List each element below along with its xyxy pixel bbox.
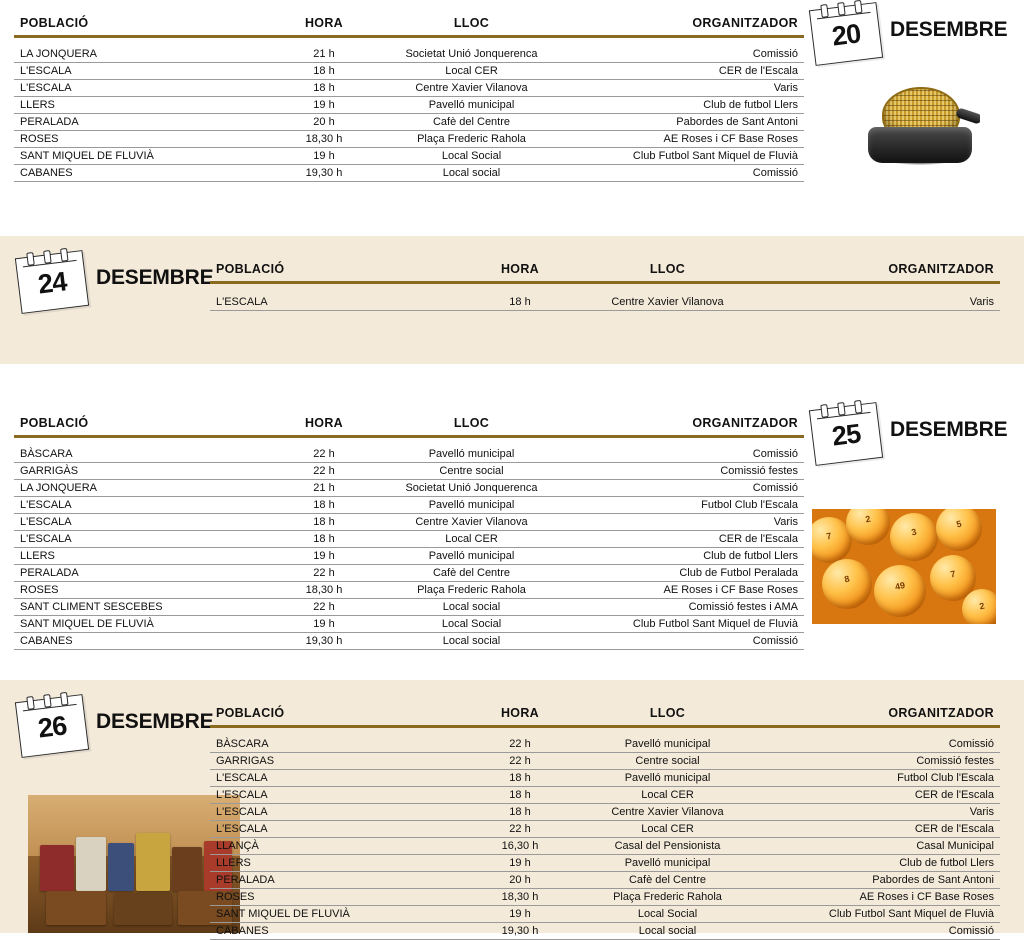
table-row [14,165,804,182]
table-cell-organitzador: Varis [755,294,1000,311]
lottery-ball [846,509,890,545]
table-row [14,616,804,633]
header-rule [14,435,804,438]
table-row [14,582,804,599]
table-cell-organitzador: Club de futbol Llers [559,548,804,565]
table-cell-hora: 18 h [264,531,384,548]
table-cell-lloc: Local CER [580,821,755,838]
lottery-ball [874,565,926,617]
lottery-ball [936,509,982,551]
table-header-row [14,416,804,435]
table-row [14,148,804,165]
table-row [210,872,1000,889]
table-cell-lloc: Local Social [384,616,559,633]
table-cell-poblacio: PERALADA [14,114,264,131]
table-cell-organitzador: AE Roses i CF Base Roses [559,131,804,148]
drum-base [868,127,972,163]
lottery-ball [890,513,938,561]
table-cell-organitzador: Varis [559,514,804,531]
gift-basket [114,893,172,925]
calendar-leaf-20 [812,6,1024,62]
lottery-ball-number: 7 [825,530,833,542]
table-wrapper-24 [210,262,1000,311]
table-cell-organitzador: Comissió [559,480,804,497]
table-cell-hora: 19,30 h [264,633,384,650]
table-header-row [210,262,1000,281]
table-row [210,855,1000,872]
table-body-20 [14,46,804,182]
table-cell-organitzador: Casal Municipal [755,838,1000,855]
table-cell-poblacio: ROSES [14,582,264,599]
lottery-ball-number: 2 [864,513,872,525]
table-body-26 [210,736,1000,940]
table-cell-hora: 19,30 h [264,165,384,182]
table-cell-organitzador: Club de Futbol Peralada [559,565,804,582]
table-cell-organitzador: AE Roses i CF Base Roses [755,889,1000,906]
table-row [210,838,1000,855]
table-cell-organitzador: Futbol Club l'Escala [755,770,1000,787]
table-cell-poblacio: SANT MIQUEL DE FLUVIÀ [210,906,460,923]
table-row [14,97,804,114]
table-row [14,548,804,565]
col-header-hora: HORA [304,16,343,30]
table-cell-poblacio: GARRIGÀS [14,463,264,480]
table-cell-poblacio: L'ESCALA [210,804,460,821]
table-cell-lloc: Pavelló municipal [580,855,755,872]
table-cell-lloc: Local CER [580,787,755,804]
table-cell-lloc: Pavelló municipal [384,97,559,114]
col-header-lloc: LLOC [649,706,686,720]
table-cell-poblacio: LLANÇÀ [210,838,460,855]
gift-box [108,843,134,891]
lottery-ball-number: 49 [894,579,906,592]
table-cell-hora: 21 h [264,46,384,63]
table-cell-poblacio: LLERS [14,97,264,114]
col-header-organitzador: ORGANITZADOR [888,706,994,720]
table-cell-organitzador: CER de l'Escala [559,531,804,548]
col-header-lloc: LLOC [453,16,490,30]
table-cell-organitzador: Comissió [755,923,1000,940]
table-cell-lloc: Local social [580,923,755,940]
calendar-sheet [809,2,883,66]
table-cell-hora: 22 h [460,821,580,838]
col-header-poblacio: POBLACIÓ [216,706,285,720]
table-row [14,497,804,514]
table-cell-lloc: Centre social [384,463,559,480]
table-cell-poblacio: L'ESCALA [210,770,460,787]
table-cell-lloc: Societat Unió Jonquerenca [384,480,559,497]
table-cell-organitzador: CER de l'Escala [559,63,804,80]
header-rule [210,281,1000,284]
table-cell-lloc: Local social [384,165,559,182]
col-header-poblacio: POBLACIÓ [216,262,285,276]
calendar-month-label: DESEMBRE [96,266,214,289]
calendar-day-number: 26 [36,710,68,744]
section-day-20 [0,0,1024,200]
table-cell-lloc: Pavelló municipal [580,770,755,787]
table-cell-organitzador: CER de l'Escala [755,787,1000,804]
calendar-month-label: DESEMBRE [890,418,1008,441]
table-cell-poblacio: L'ESCALA [210,821,460,838]
table-cell-organitzador: Pabordes de Sant Antoni [755,872,1000,889]
table-row [210,294,1000,311]
table-cell-poblacio: ROSES [210,889,460,906]
table-cell-poblacio: ROSES [14,131,264,148]
table-row [14,80,804,97]
table-cell-organitzador: Club Futbol Sant Miquel de Fluvià [559,148,804,165]
table-cell-poblacio: PERALADA [14,565,264,582]
table-cell-organitzador: Comissió [755,736,1000,753]
table-header-row [210,706,1000,725]
table-cell-organitzador: Comissió [559,46,804,63]
table-cell-poblacio: L'ESCALA [14,80,264,97]
table-row [14,480,804,497]
table-cell-organitzador: Varis [559,80,804,97]
schedule-body-20 [14,46,804,182]
table-cell-organitzador: Comissió festes [755,753,1000,770]
table-cell-lloc: Cafè del Centre [384,114,559,131]
table-cell-poblacio: GARRIGAS [210,753,460,770]
table-cell-lloc: Pavelló municipal [580,736,755,753]
table-row [14,63,804,80]
calendar-leaf-26 [18,698,233,754]
table-cell-hora: 19,30 h [460,923,580,940]
calendar-rings-icon [817,0,868,15]
table-cell-poblacio: PERALADA [210,872,460,889]
table-row [14,463,804,480]
table-cell-poblacio: L'ESCALA [210,294,460,311]
gift-basket [46,891,106,925]
table-cell-organitzador: AE Roses i CF Base Roses [559,582,804,599]
table-cell-hora: 19 h [264,548,384,565]
table-cell-hora: 22 h [460,736,580,753]
table-cell-hora: 21 h [264,480,384,497]
table-cell-lloc: Cafè del Centre [384,565,559,582]
table-cell-lloc: Cafè del Centre [580,872,755,889]
col-header-organitzador: ORGANITZADOR [692,416,798,430]
table-cell-lloc: Local social [384,599,559,616]
table-cell-poblacio: CABANES [14,165,264,182]
table-cell-poblacio: CABANES [14,633,264,650]
table-cell-hora: 18 h [264,497,384,514]
schedule-table-26 [210,706,1000,725]
table-cell-poblacio: LLERS [14,548,264,565]
tombola-drum-photo [860,85,980,175]
table-row [14,446,804,463]
table-row [14,114,804,131]
table-cell-lloc: Casal del Pensionista [580,838,755,855]
table-cell-hora: 20 h [460,872,580,889]
section-day-25 [0,404,1024,654]
col-header-lloc: LLOC [453,416,490,430]
table-cell-lloc: Plaça Frederic Rahola [384,131,559,148]
table-cell-organitzador: Comissió festes i AMA [559,599,804,616]
table-cell-hora: 19 h [460,855,580,872]
schedule-body-25 [14,446,804,650]
col-header-hora: HORA [500,706,539,720]
table-wrapper-25 [14,416,804,650]
table-cell-organitzador: Comissió [559,446,804,463]
table-cell-organitzador: Pabordes de Sant Antoni [559,114,804,131]
calendar-leaf-25 [812,406,1024,462]
lottery-ball [822,559,872,609]
table-row [14,131,804,148]
table-cell-poblacio: SANT CLIMENT SESCEBES [14,599,264,616]
gift-baskets-photo [28,795,240,933]
table-cell-lloc: Local CER [384,531,559,548]
table-cell-hora: 16,30 h [460,838,580,855]
table-cell-organitzador: CER de l'Escala [755,821,1000,838]
table-cell-hora: 18,30 h [264,131,384,148]
table-cell-poblacio: CABANES [210,923,460,940]
table-cell-lloc: Local Social [580,906,755,923]
table-cell-hora: 22 h [264,463,384,480]
table-cell-hora: 20 h [264,114,384,131]
table-row [210,889,1000,906]
table-cell-poblacio: SANT MIQUEL DE FLUVIÀ [14,616,264,633]
table-cell-hora: 18 h [460,294,580,311]
table-row [14,633,804,650]
table-cell-lloc: Centre social [580,753,755,770]
table-cell-poblacio: SANT MIQUEL DE FLUVIÀ [14,148,264,165]
table-cell-hora: 19 h [264,616,384,633]
table-cell-lloc: Centre Xavier Vilanova [384,514,559,531]
col-header-organitzador: ORGANITZADOR [888,262,994,276]
table-cell-lloc: Pavelló municipal [384,446,559,463]
col-header-lloc: LLOC [649,262,686,276]
lottery-ball [962,589,996,624]
table-cell-poblacio: L'ESCALA [14,63,264,80]
schedule-table-20 [14,16,804,35]
gift-box [76,837,106,891]
calendar-day-number: 24 [36,266,68,300]
gift-box [136,833,170,891]
calendar-sheet [15,694,89,758]
table-row [14,531,804,548]
table-cell-poblacio: L'ESCALA [14,531,264,548]
table-cell-lloc: Societat Unió Jonquerenca [384,46,559,63]
col-header-organitzador: ORGANITZADOR [692,16,798,30]
table-cell-organitzador: Club Futbol Sant Miquel de Fluvià [755,906,1000,923]
gift-box [172,847,202,891]
col-header-poblacio: POBLACIÓ [20,416,89,430]
table-cell-lloc: Plaça Frederic Rahola [580,889,755,906]
table-cell-hora: 18,30 h [460,889,580,906]
schedule-body-26 [210,736,1000,940]
table-row [210,770,1000,787]
calendar-rings-icon [23,247,74,263]
table-cell-hora: 18 h [264,63,384,80]
table-row [210,923,1000,940]
col-header-poblacio: POBLACIÓ [20,16,89,30]
lottery-balls-photo [812,509,996,624]
table-row [210,787,1000,804]
table-row [14,599,804,616]
lottery-ball-number: 3 [910,526,918,538]
table-cell-poblacio: BÀSCARA [210,736,460,753]
table-cell-organitzador: Club de futbol Llers [755,855,1000,872]
table-row [14,565,804,582]
table-body-24 [210,294,1000,311]
table-cell-hora: 18 h [460,787,580,804]
table-row [210,736,1000,753]
table-cell-hora: 18,30 h [264,582,384,599]
gift-box [40,845,74,891]
table-cell-hora: 18 h [264,514,384,531]
table-cell-poblacio: L'ESCALA [14,497,264,514]
calendar-day-number: 20 [830,18,862,52]
schedule-table-24 [210,262,1000,281]
table-cell-poblacio: L'ESCALA [210,787,460,804]
schedule-body-24 [210,294,1000,311]
lottery-ball-number: 2 [978,600,986,612]
section-day-26 [0,680,1024,937]
lottery-ball-number: 8 [843,573,851,585]
table-cell-lloc: Centre Xavier Vilanova [384,80,559,97]
table-row [14,46,804,63]
table-row [210,753,1000,770]
table-cell-poblacio: BÀSCARA [14,446,264,463]
table-row [14,514,804,531]
table-cell-lloc: Local social [384,633,559,650]
table-cell-lloc: Pavelló municipal [384,497,559,514]
table-cell-hora: 18 h [264,80,384,97]
table-cell-lloc: Local Social [384,148,559,165]
table-wrapper-20 [14,16,804,182]
table-cell-hora: 18 h [460,804,580,821]
table-cell-lloc: Local CER [384,63,559,80]
table-cell-hora: 22 h [264,565,384,582]
table-cell-organitzador: Varis [755,804,1000,821]
calendar-rings-icon [23,691,74,707]
table-cell-hora: 19 h [264,148,384,165]
schedule-table-25 [14,416,804,435]
calendar-sheet [809,402,883,466]
table-cell-poblacio: LA JONQUERA [14,480,264,497]
table-cell-hora: 19 h [460,906,580,923]
calendar-rings-icon [817,399,868,415]
table-cell-lloc: Plaça Frederic Rahola [384,582,559,599]
table-cell-organitzador: Comissió festes [559,463,804,480]
table-cell-hora: 18 h [460,770,580,787]
col-header-hora: HORA [304,416,343,430]
table-row [210,804,1000,821]
calendar-day-number: 25 [830,418,862,452]
table-cell-lloc: Centre Xavier Vilanova [580,804,755,821]
table-cell-organitzador: Futbol Club l'Escala [559,497,804,514]
table-cell-organitzador: Comissió [559,633,804,650]
table-cell-poblacio: LA JONQUERA [14,46,264,63]
calendar-month-label: DESEMBRE [890,18,1008,41]
header-rule [14,35,804,38]
table-cell-organitzador: Club de futbol Llers [559,97,804,114]
lottery-ball-number: 5 [955,518,963,530]
table-wrapper-26 [210,706,1000,940]
table-header-row [14,16,804,35]
table-row [210,906,1000,923]
header-rule [210,725,1000,728]
calendar-sheet [15,250,89,314]
table-cell-hora: 22 h [264,446,384,463]
table-cell-hora: 22 h [264,599,384,616]
table-cell-poblacio: LLERS [210,855,460,872]
table-cell-organitzador: Club Futbol Sant Miquel de Fluvià [559,616,804,633]
lottery-ball-number: 7 [949,568,957,580]
table-cell-lloc: Pavelló municipal [384,548,559,565]
table-cell-hora: 19 h [264,97,384,114]
col-header-hora: HORA [500,262,539,276]
table-row [210,821,1000,838]
calendar-leaf-24 [18,254,233,310]
table-cell-hora: 22 h [460,753,580,770]
table-cell-organitzador: Comissió [559,165,804,182]
section-day-24 [0,236,1024,364]
table-cell-poblacio: L'ESCALA [14,514,264,531]
table-cell-lloc: Centre Xavier Vilanova [580,294,755,311]
table-body-25 [14,446,804,650]
calendar-month-label: DESEMBRE [96,710,214,733]
